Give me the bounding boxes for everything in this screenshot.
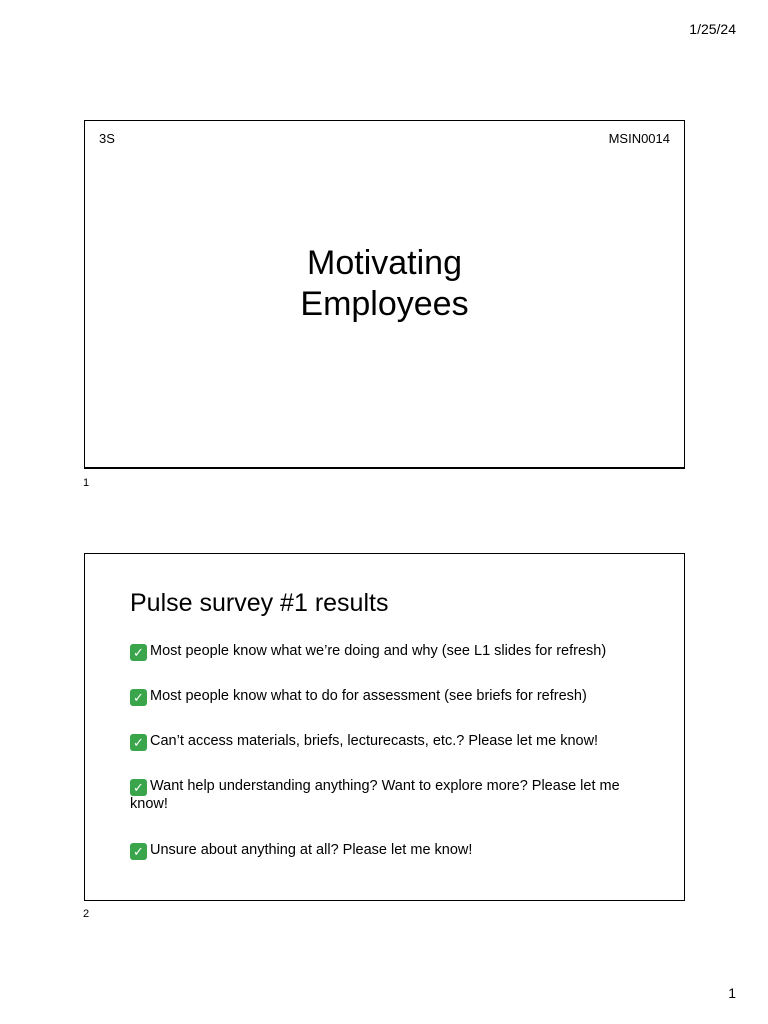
slide-2-bullet-text: Most people know what we’re doing and why (see L1 slides for refresh) [150, 643, 607, 659]
slide-2-bullet-text: Want help understanding anything? Want to explore more? Please let me know! [130, 778, 620, 812]
slide-2-bullet-list [130, 643, 650, 860]
page-date: 1/25/24 [689, 21, 736, 37]
slide-1-title-line-1: Motivating [307, 244, 462, 282]
slide-2-bullet [130, 778, 650, 813]
slide-2-bullet-text: Most people know what to do for assessment (see briefs for refresh) [150, 688, 587, 704]
check-mark-box-icon: ✓ [130, 779, 147, 796]
slide-2-bullet [130, 643, 650, 661]
slide-2-title: Pulse survey #1 results [130, 589, 389, 617]
slide-1-title-line-2: Employees [300, 285, 469, 323]
slide-2-bullet-text: Unsure about anything at all? Please let me know! [150, 842, 473, 858]
slide-1-course-tag: 3S [99, 131, 115, 146]
check-mark-box-icon: ✓ [130, 644, 147, 661]
slide-1-number: 1 [83, 477, 90, 489]
slide-2-bullet [130, 733, 650, 751]
check-mark-box-icon: ✓ [130, 689, 147, 706]
check-mark-box-icon: ✓ [130, 843, 147, 860]
slide-2-bullet [130, 688, 650, 706]
slide-1-course-code: MSIN0014 [608, 131, 670, 146]
slide-1-title [85, 243, 684, 325]
page-number: 1 [728, 985, 736, 1001]
slide-2-bullet-text: Can’t access materials, briefs, lecturecasts, etc.? Please let me know! [150, 733, 599, 749]
slide-2-bullet [130, 842, 650, 860]
slide-2 [84, 553, 685, 901]
slide-2-number: 2 [83, 908, 90, 920]
check-mark-box-icon: ✓ [130, 734, 147, 751]
slide-1 [84, 120, 685, 469]
